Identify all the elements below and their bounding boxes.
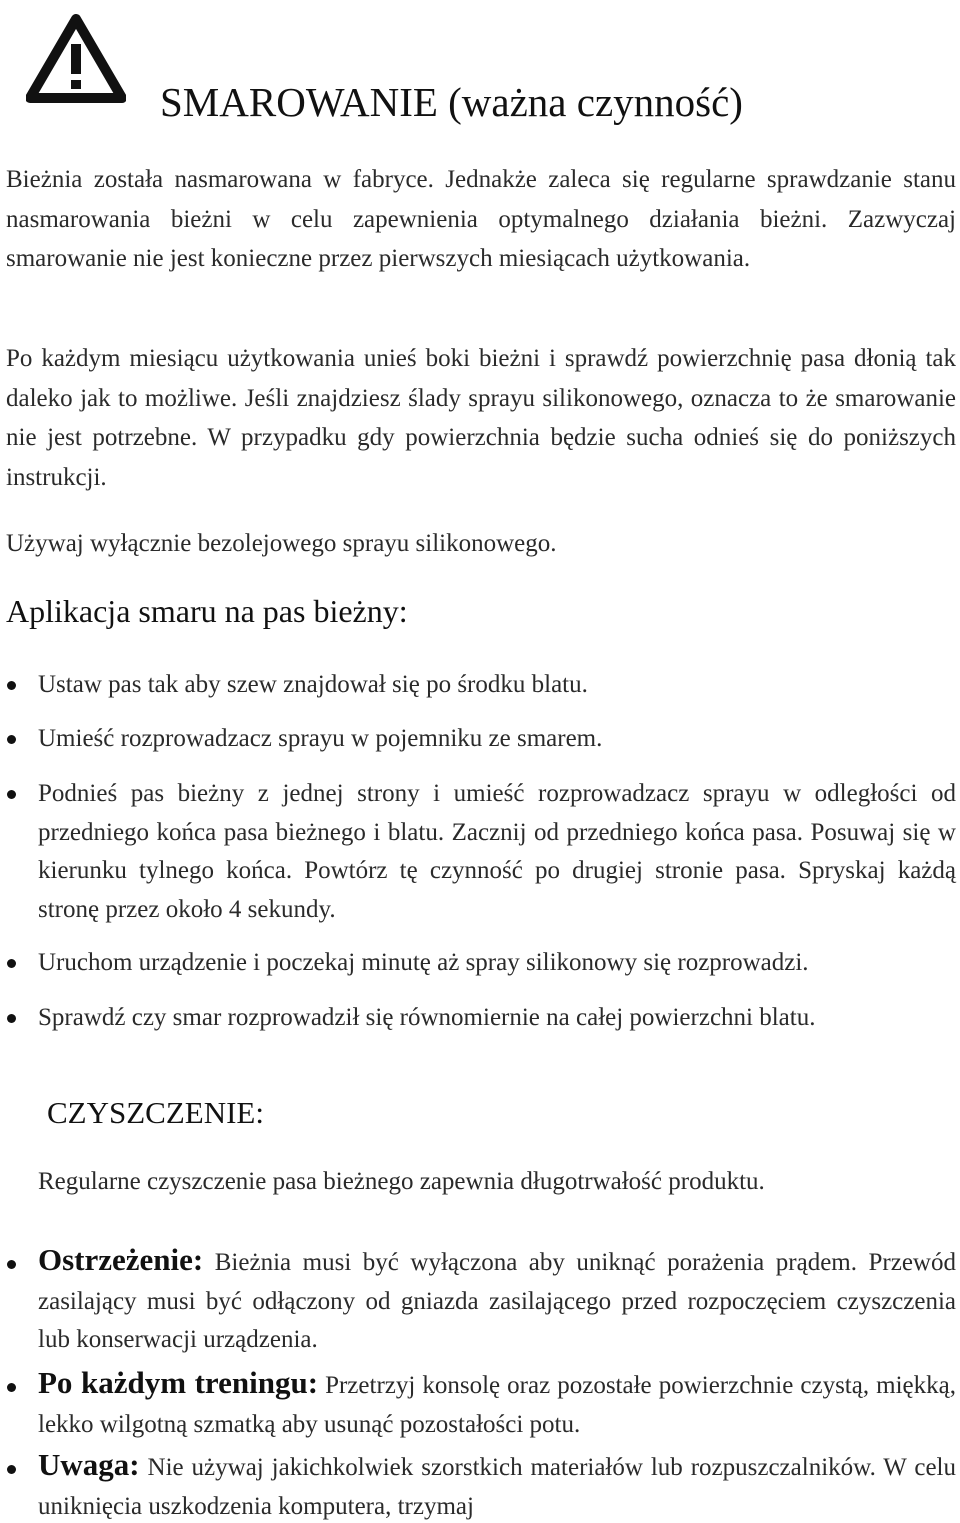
application-heading: Aplikacja smaru na pas bieżny: bbox=[6, 593, 408, 629]
bullet-dot bbox=[7, 1260, 16, 1269]
warning-triangle-icon bbox=[26, 14, 126, 104]
bullet-dot bbox=[7, 1014, 16, 1023]
after-training-lead: Po każdym treningu: bbox=[38, 1365, 319, 1400]
step-text: Ustaw pas tak aby szew znajdował się po środku blatu. bbox=[38, 671, 588, 698]
note-text bbox=[38, 1364, 956, 1444]
bullet-dot bbox=[7, 1465, 16, 1474]
step-text: Umieść rozprowadzacz sprayu w pojemniku ze smarem. bbox=[38, 725, 603, 752]
step-text: Uruchom urządzenie i poczekaj minutę aż spray silikonowy się rozprowadzi. bbox=[38, 949, 809, 976]
step-text: Podnieś pas bieżny z jednej strony i umieść rozprowadzacz sprayu w odległości od przedniego końca pasa bieżnego i blatu. Zacznij od przedniego końca pasa. Posuwaj się w kierunku tylnego końca. Powtórz tę czynność po drugiej stronie pasa. Spryskaj każdą stronę przez około 4 sekundy. bbox=[38, 780, 956, 923]
note-text bbox=[38, 1446, 956, 1523]
page-title: SMAROWANIE (ważna czynność) bbox=[160, 79, 743, 125]
bullet-dot bbox=[7, 1383, 16, 1392]
bullet-dot bbox=[7, 735, 16, 744]
note-text-body: Nie używaj jakichkolwiek szorstkich materiałów lub rozpuszczalników. W celu uniknięcia uszkodzenia komputera, trzymaj bbox=[38, 1454, 956, 1520]
intro-paragraph-3: Używaj wyłącznie bezolejowego sprayu silikonowego. bbox=[6, 530, 557, 557]
warning-lead: Ostrzeżenie: bbox=[38, 1242, 204, 1277]
note-text bbox=[38, 1241, 956, 1360]
cleaning-heading: CZYSZCZENIE: bbox=[47, 1095, 264, 1130]
bullet-dot bbox=[7, 959, 16, 968]
warning-text: Bieżnia musi być wyłączona aby uniknąć porażenia prądem. Przewód zasilający musi być odłączony od gniazda zasilającego przed rozpoczęciem czyszczenia lub konserwacji urządzenia. bbox=[38, 1249, 956, 1353]
intro-paragraph-1: Bieżnia została nasmarowana w fabryce. Jednakże zaleca się regularne sprawdzanie stanu nasmarowania bieżni w celu zapewnienia optymalnego działania bieżni. Zazwyczaj smarowanie nie jest konieczne przez pierwszych miesiącach użytkowania. bbox=[6, 166, 956, 272]
note-lead: Uwaga: bbox=[38, 1447, 140, 1482]
after-training-text: Przetrzyj konsolę oraz pozostałe powierzchnie czystą, miękką, lekko wilgotną szmatką aby usunąć pozostałości potu. bbox=[38, 1372, 956, 1438]
bullet-dot bbox=[7, 790, 16, 799]
bullet-dot bbox=[7, 681, 16, 690]
intro-paragraph-2: Po każdym miesiącu użytkowania unieś boki bieżni i sprawdź powierzchnię pasa dłonią tak daleko jak to możliwe. Jeśli znajdziesz ślady sprayu silikonowego, oznacza to że smarowanie nie jest potrzebne. W przypadku gdy powierzchnia będzie sucha odnieś się do poniższych instrukcji. bbox=[6, 345, 956, 491]
step-text: Sprawdź czy smar rozprowadził się równomiernie na całej powierzchni blatu. bbox=[38, 1004, 816, 1031]
cleaning-intro: Regularne czyszczenie pasa bieżnego zapewnia długotrwałość produktu. bbox=[38, 1168, 765, 1195]
